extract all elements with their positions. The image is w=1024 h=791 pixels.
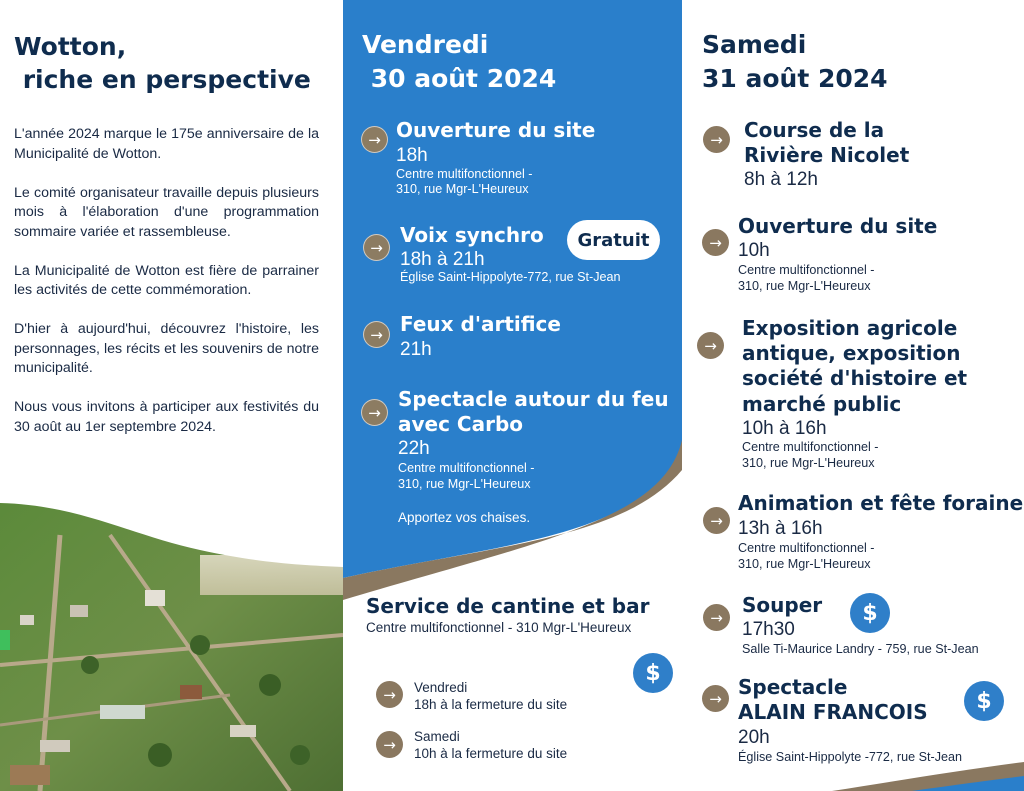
event-title: société d'histoire et xyxy=(742,366,968,390)
arrow-right-icon: → xyxy=(361,126,388,153)
event-title: Course de la xyxy=(744,118,885,142)
friday-column xyxy=(343,0,682,791)
arrow-right-icon: → xyxy=(363,321,390,348)
dollar-icon: $ xyxy=(850,593,890,633)
event-place: Centre multifonctionnel - xyxy=(396,167,533,181)
aerial-town-photo xyxy=(0,495,343,791)
event-title: Spectacle xyxy=(738,675,848,699)
event-title: Spectacle autour du feu xyxy=(398,387,669,411)
intro-paragraph: La Municipalité de Wotton est fière de parrainer les activités de cette commémoration. xyxy=(14,262,319,298)
intro-text xyxy=(14,125,319,457)
event-place: 310, rue Mgr-L'Heureux xyxy=(738,279,871,293)
event-title: Ouverture du site xyxy=(738,214,938,238)
arrow-right-icon: → xyxy=(697,332,724,359)
event-place: Salle Ti-Maurice Landry - 759, rue St-Jean xyxy=(742,642,979,656)
arrow-right-icon: → xyxy=(703,604,730,631)
saturday-column xyxy=(682,0,1024,791)
intro-title: Wotton, riche en perspective xyxy=(14,32,311,94)
event-place: Centre multifonctionnel - xyxy=(398,461,535,475)
event-title: antique, exposition xyxy=(742,341,961,365)
arrow-right-icon: → xyxy=(363,234,390,261)
cantine-subtitle: Centre multifonctionnel - 310 Mgr-L'Heureux xyxy=(366,620,632,635)
dollar-icon: $ xyxy=(633,653,673,693)
event-title: ALAIN FRANCOIS xyxy=(738,700,928,724)
event-place: Centre multifonctionnel - xyxy=(738,263,875,277)
event-place: Église Saint-Hippolyte -772, rue St-Jean xyxy=(738,750,963,764)
dollar-icon: $ xyxy=(964,681,1004,721)
event-title: Souper xyxy=(742,593,823,617)
arrow-right-icon: → xyxy=(702,685,729,712)
arrow-right-icon: → xyxy=(376,731,403,758)
event-title: avec Carbo xyxy=(398,412,524,436)
cantine-hours: 18h à la fermeture du site xyxy=(414,697,568,712)
event-time: 18h à 21h xyxy=(400,249,485,270)
cantine-day: Vendredi xyxy=(414,680,468,695)
arrow-right-icon: → xyxy=(702,229,729,256)
event-time: 20h xyxy=(738,727,770,748)
event-title: Animation et fête foraine xyxy=(738,491,1024,515)
event-title: Rivière Nicolet xyxy=(744,143,910,167)
event-place: 310, rue Mgr-L'Heureux xyxy=(398,477,531,491)
event-time: 10h xyxy=(738,240,770,261)
cantine-day: Samedi xyxy=(414,729,460,744)
intro-paragraph: D'hier à aujourd'hui, découvrez l'histoire, les personnages, les récits et les souvenirs de notre municipalité. xyxy=(14,321,319,376)
event-time: 17h30 xyxy=(742,619,795,640)
event-place: 310, rue Mgr-L'Heureux xyxy=(396,182,529,196)
event-place: Centre multifonctionnel - xyxy=(742,440,879,454)
event-place: 310, rue Mgr-L'Heureux xyxy=(738,557,871,571)
arrow-right-icon: → xyxy=(703,126,730,153)
event-title: Voix synchro xyxy=(400,223,544,247)
event-title: Ouverture du site xyxy=(396,118,596,142)
event-title: Exposition agricole xyxy=(742,316,958,340)
event-time: 13h à 16h xyxy=(738,518,823,539)
event-time: 18h xyxy=(396,145,428,166)
saturday-title: Samedi 31 août 2024 xyxy=(702,30,888,93)
arrow-right-icon: → xyxy=(376,681,403,708)
arrow-right-icon: → xyxy=(703,507,730,534)
event-title: marché public xyxy=(742,392,902,416)
event-place: Centre multifonctionnel - xyxy=(738,541,875,555)
free-badge: Gratuit xyxy=(567,220,660,260)
event-time: 21h xyxy=(400,339,432,360)
event-place: Église Saint-Hippolyte-772, rue St-Jean xyxy=(400,270,621,284)
event-time: 22h xyxy=(398,438,430,459)
intro-paragraph: Le comité organisateur travaille depuis plusieurs mois à l'élaboration d'une programmation sommaire variée et rassembleuse. xyxy=(14,184,319,240)
bottom-wave-decoration xyxy=(682,760,1024,791)
cantine-hours: 10h à la fermeture du site xyxy=(414,746,568,761)
cantine-title: Service de cantine et bar xyxy=(366,594,650,618)
arrow-right-icon: → xyxy=(361,399,388,426)
event-place: 310, rue Mgr-L'Heureux xyxy=(742,456,875,470)
event-time: 10h à 16h xyxy=(742,418,827,439)
event-title: Feux d'artifice xyxy=(400,312,561,336)
intro-paragraph: L'année 2024 marque le 175e anniversaire de la Municipalité de Wotton. xyxy=(14,126,319,162)
event-time: 8h à 12h xyxy=(744,169,818,190)
intro-paragraph: Nous vous invitons à participer aux festivités du 30 août au 1er septembre 2024. xyxy=(14,399,319,435)
intro-column xyxy=(0,0,343,791)
event-note: Apportez vos chaises. xyxy=(398,510,531,525)
friday-title: Vendredi 30 août 2024 xyxy=(362,30,557,93)
